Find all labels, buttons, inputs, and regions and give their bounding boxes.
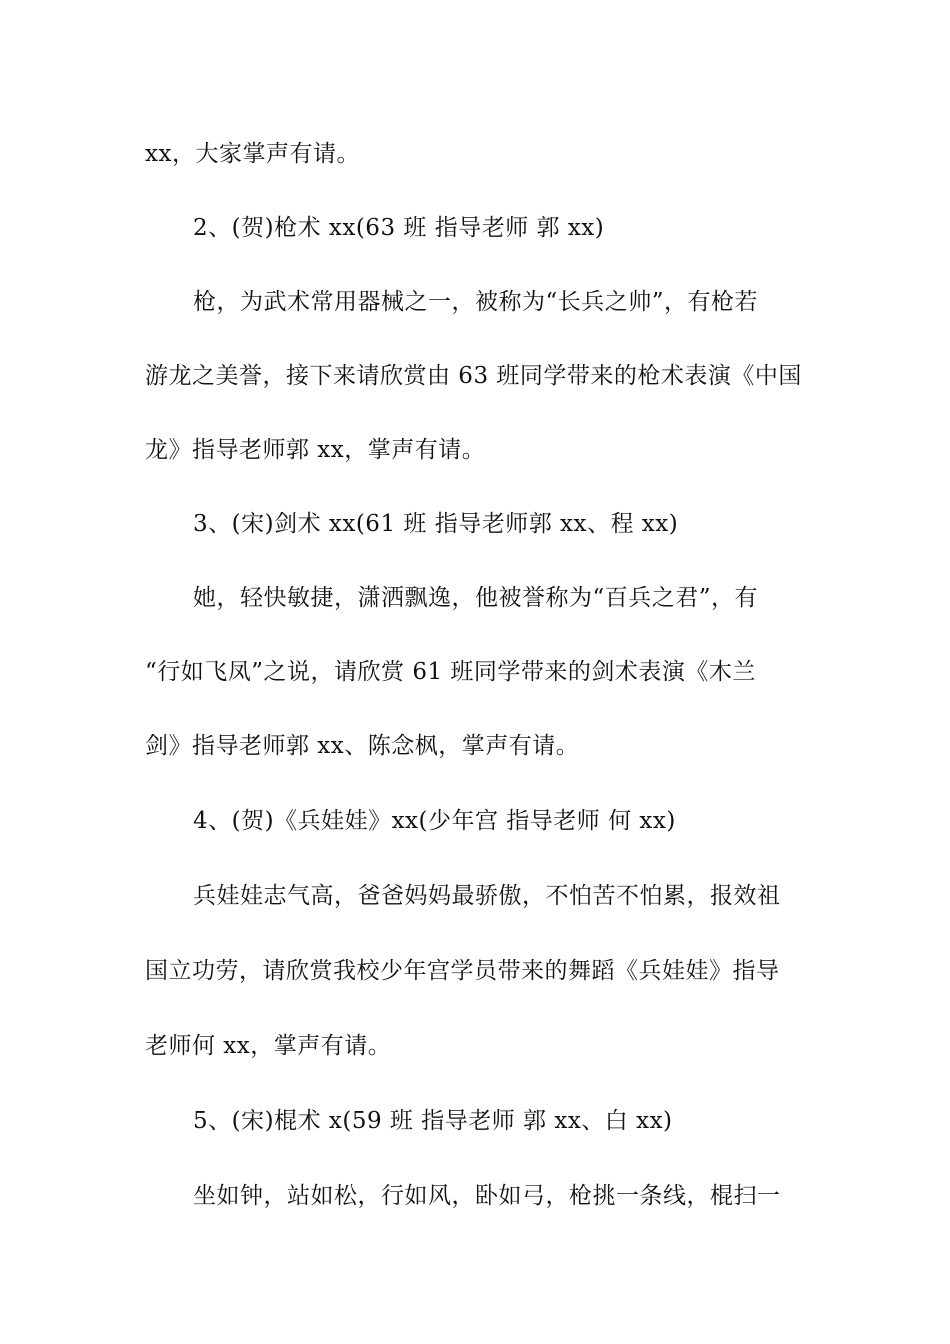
- paragraph-line: 她，轻快敏捷，潇洒飘逸，他被誉称为“百兵之君”，有: [193, 585, 759, 611]
- paragraph-line: 剑》指导老师郭 xx、陈念枫，掌声有请。: [145, 733, 580, 759]
- paragraph-line: 枪，为武术常用器械之一，被称为“长兵之帅”，有枪若: [193, 289, 759, 315]
- section-heading: 2、(贺)枪术 xx(63 班 指导老师 郭 xx): [193, 215, 605, 241]
- section-heading: 3、(宋)剑术 xx(61 班 指导老师郭 xx、程 xx): [193, 511, 679, 537]
- paragraph-line: 坐如钟，站如松，行如风，卧如弓，枪挑一条线，棍扫一: [193, 1183, 781, 1209]
- section-heading: 5、(宋)棍术 x(59 班 指导老师 郭 xx、白 xx): [193, 1108, 673, 1134]
- paragraph-line: 兵娃娃志气高，爸爸妈妈最骄傲，不怕苦不怕累，报效祖: [193, 883, 781, 909]
- paragraph-line: 国立功劳，请欣赏我校少年宫学员带来的舞蹈《兵娃娃》指导: [145, 958, 780, 984]
- paragraph-line: 游龙之美誉，接下来请欣赏由 63 班同学带来的枪术表演《中国: [145, 363, 802, 389]
- paragraph-line: xx，大家掌声有请。: [145, 141, 360, 167]
- paragraph-line: 龙》指导老师郭 xx，掌声有请。: [145, 437, 486, 463]
- paragraph-line: 老师何 xx，掌声有请。: [145, 1033, 392, 1059]
- paragraph-line: “行如飞凤”之说，请欣赏 61 班同学带来的剑术表演《木兰: [145, 659, 756, 685]
- section-heading: 4、(贺)《兵娃娃》xx(少年宫 指导老师 何 xx): [193, 808, 676, 834]
